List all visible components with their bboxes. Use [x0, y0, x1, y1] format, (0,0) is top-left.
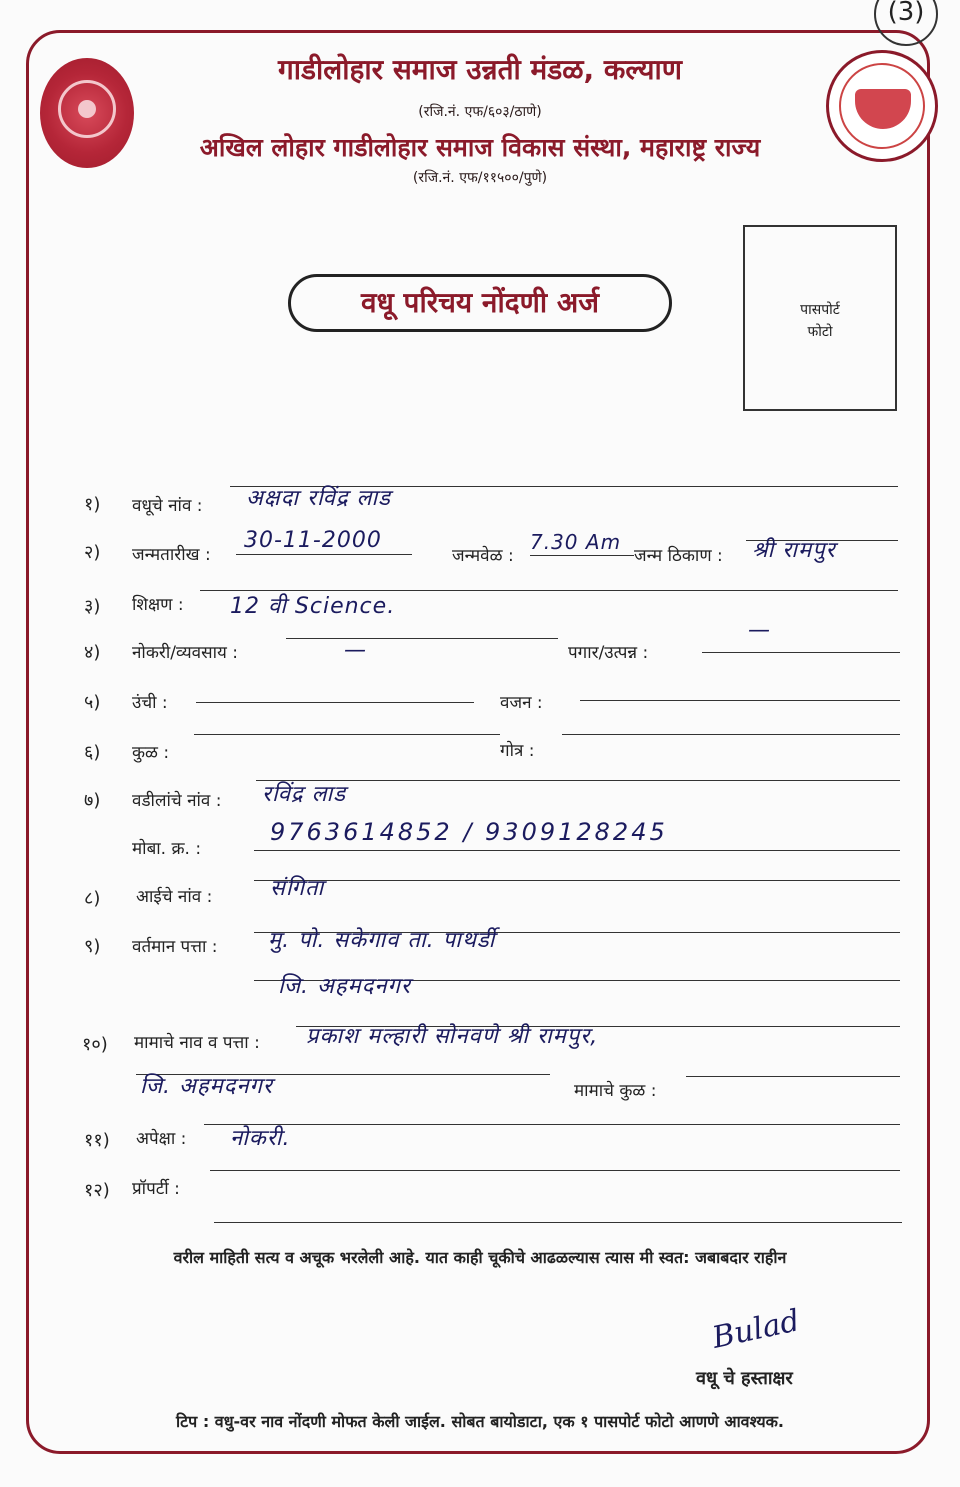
birth-time-value[interactable]: 7.30 Am [530, 530, 622, 554]
signature-label: वधू चे हस्ताक्षर [696, 1368, 793, 1389]
row-number: ७) [84, 790, 101, 811]
occupation-label: नोकरी/व्यवसाय : [132, 643, 238, 663]
gotra-field[interactable] [562, 734, 900, 735]
row-number: ९) [84, 936, 101, 957]
declaration-text: वरील माहिती सत्य व अचूक भरलेली आहे. यात काही चूकीचे आढळल्यास त्यास मी स्वत: जबाबदार राहीन [173, 1248, 787, 1267]
mobile-label: मोबा. क्र. : [132, 839, 202, 859]
birth-place-value[interactable]: श्री रामपुर [752, 538, 836, 563]
org-name-2: अखिल लोहार गाडीलोहार समाज विकास संस्था, महाराष्ट्र राज्य [199, 133, 761, 162]
education-value[interactable]: 12 वी Science. [230, 594, 396, 619]
income-label: पगार/उत्पन्न : [568, 643, 649, 663]
org-reg-2: (रजि.नं. एफ/११५००/पुणे) [412, 170, 548, 186]
form-title: वधू परिचय नोंदणी अर्ज [288, 274, 672, 332]
birth-place-label: जन्म ठिकाण : [634, 546, 723, 566]
row-number: ५) [84, 692, 101, 713]
address-value-2[interactable]: जि. अहमदनगर [278, 974, 411, 999]
row-number: १) [84, 494, 101, 515]
gotra-label: गोत्र : [500, 741, 535, 761]
uncle-name-value[interactable]: प्रकाश मल्हारी सोनवणे श्री रामपुर, [306, 1024, 599, 1049]
row-number: २) [84, 542, 101, 563]
occupation-value[interactable]: — [344, 638, 367, 663]
address-label: वर्तमान पत्ता : [132, 937, 218, 957]
row-number: ८) [84, 888, 101, 909]
weight-label: वजन : [500, 693, 543, 713]
birth-time-label: जन्मवेळ : [452, 546, 514, 566]
education-label: शिक्षण : [132, 595, 184, 615]
passport-photo-box[interactable] [743, 225, 897, 411]
page-number-mark: (3) [874, 0, 938, 46]
mother-name-label: आईचे नांव : [136, 887, 213, 907]
property-label: प्रॉपर्टी : [132, 1179, 180, 1199]
kul-label: कुळ : [132, 743, 170, 763]
uncle-kul-field[interactable] [686, 1076, 900, 1077]
row-number: १२) [84, 1180, 110, 1201]
expectation-label: अपेक्षा : [136, 1129, 187, 1149]
income-value[interactable]: — [748, 618, 771, 643]
height-field[interactable] [196, 702, 474, 703]
dob-label: जन्मतारीख : [132, 545, 211, 565]
photo-label-1: पासपोर्ट [800, 302, 840, 318]
height-label: उंची : [132, 693, 168, 713]
father-name-label: वडीलांचे नांव : [132, 791, 222, 811]
father-name-value[interactable]: रविंद्र लाड [262, 782, 346, 807]
uncle-address-value[interactable]: जि. अहमदनगर [140, 1074, 273, 1099]
footer-tip: टिप : वधु-वर नाव नोंदणी मोफत केली जाईल. सोबत बायोडाटा, एक १ पासपोर्ट फोटो आणणे आवश्यक. [175, 1412, 785, 1431]
org-name-1: गाडीलोहार समाज उन्नती मंडळ, कल्याण [278, 53, 682, 86]
bride-name-value[interactable]: अक्षदा रविंद्र लाड [246, 486, 391, 511]
bride-name-label: वधूचे नांव : [132, 496, 203, 516]
row-number: ११) [84, 1130, 110, 1151]
weight-field[interactable] [580, 700, 900, 701]
expectation-value[interactable]: नोकरी. [230, 1126, 291, 1151]
bride-signature: Bulad [709, 1303, 803, 1356]
mother-name-value[interactable]: संगिता [270, 876, 325, 901]
uncle-kul-label: मामाचे कुळ : [574, 1081, 657, 1101]
row-number: ३) [84, 596, 101, 617]
row-number: ४) [84, 642, 101, 663]
kul-field[interactable] [194, 734, 500, 735]
photo-label-2: फोटो [807, 324, 833, 340]
row-number: १०) [82, 1034, 108, 1055]
address-value[interactable]: मु. पो. सकेगाव ता. पाथर्डी [268, 928, 496, 953]
dob-value[interactable]: 30-11-2000 [244, 528, 382, 553]
property-field[interactable] [210, 1170, 900, 1171]
uncle-name-label: मामाचे नाव व पत्ता : [134, 1033, 260, 1053]
org-reg-1: (रजि.नं. एफ/६०३/ठाणे) [418, 104, 542, 120]
mobile-value[interactable]: 9763614852 / 9309128245 [270, 818, 668, 846]
row-number: ६) [84, 742, 101, 763]
